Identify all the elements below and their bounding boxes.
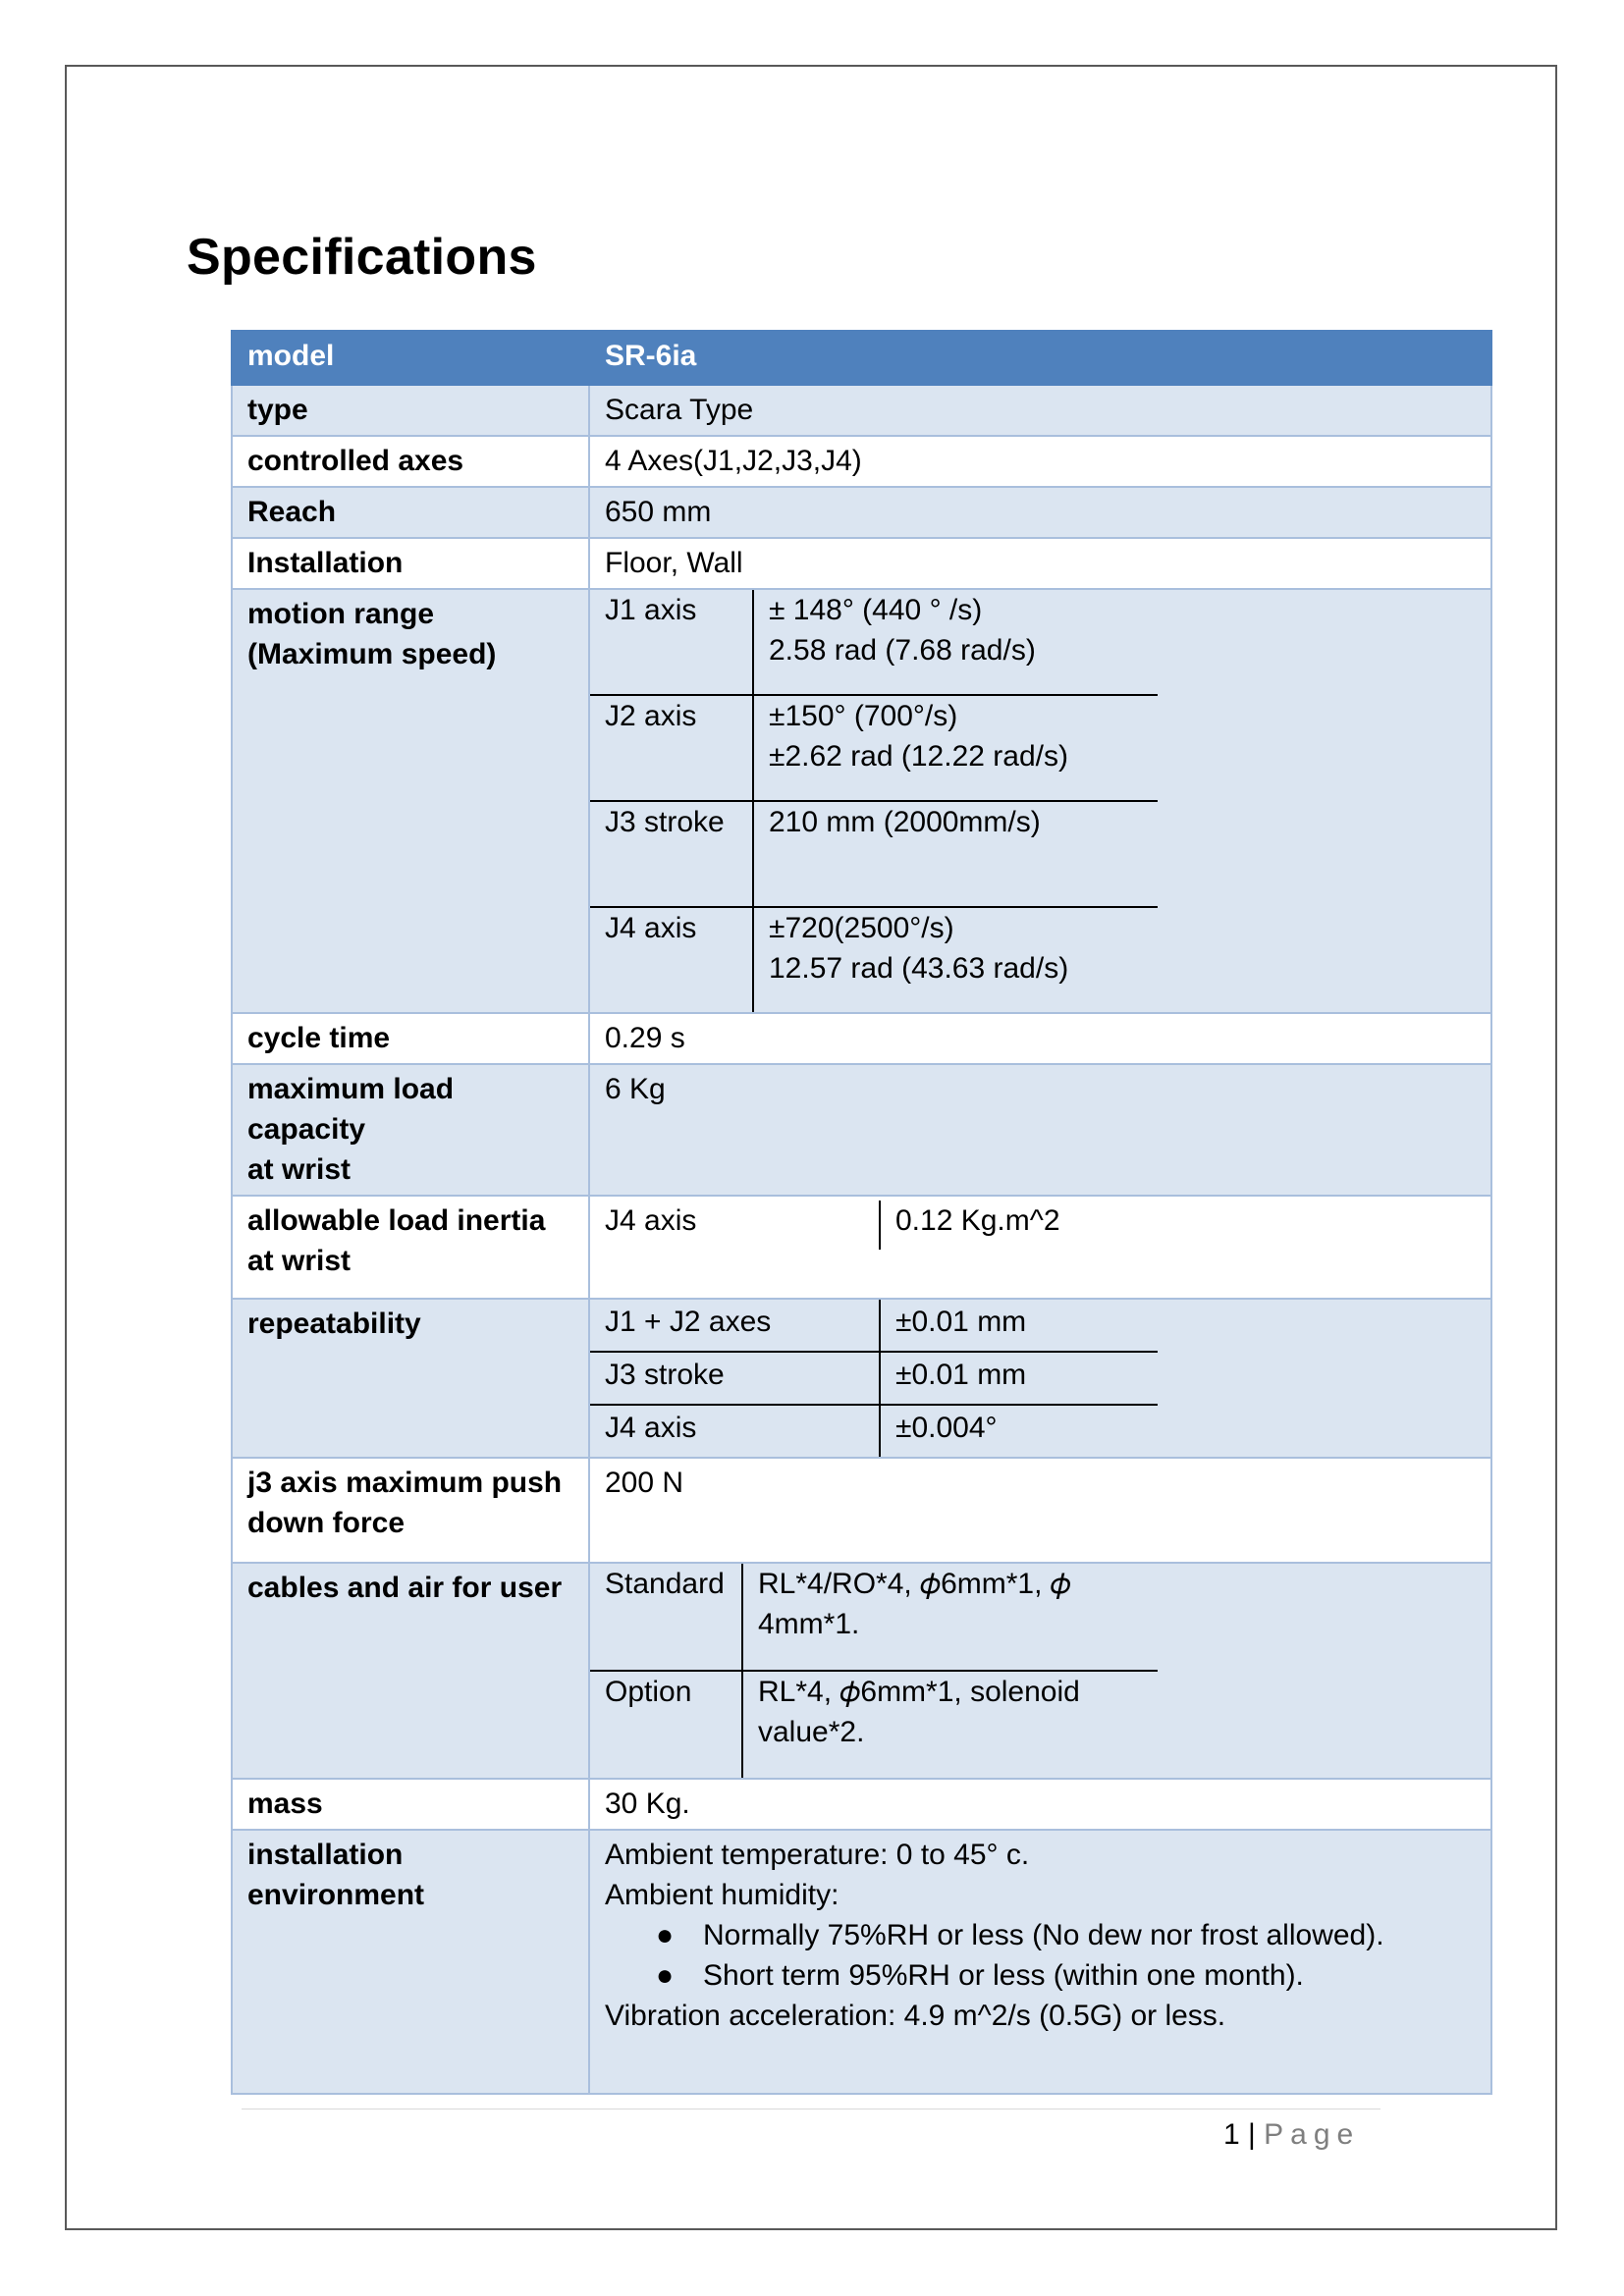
bullet-text: Short term 95%RH or less (within one month). bbox=[703, 1959, 1304, 1992]
table-header-row bbox=[232, 331, 1491, 385]
axis-name: J4 axis bbox=[590, 1405, 880, 1457]
axis-value bbox=[753, 590, 1158, 695]
row-motion-range bbox=[232, 589, 1491, 1013]
axis-value-line: 210 mm (2000mm/s) bbox=[769, 806, 1041, 838]
label-line: down force bbox=[247, 1507, 406, 1539]
motion-item bbox=[590, 907, 1158, 1012]
option-value-line: RL*4/RO*4, 𝜙6mm*1, 𝜙 bbox=[758, 1568, 1071, 1600]
axis-value-line: ±150° (700°/s) bbox=[769, 700, 958, 732]
row-label: mass bbox=[232, 1779, 589, 1830]
env-humidity: Ambient humidity: bbox=[605, 1879, 839, 1911]
inertia-item bbox=[590, 1201, 1624, 1250]
row-value bbox=[589, 1196, 1491, 1299]
row-label: cycle time bbox=[232, 1013, 589, 1064]
row-label: cables and air for user bbox=[232, 1563, 589, 1779]
axis-value: ±0.01 mm bbox=[880, 1300, 1158, 1352]
option-value bbox=[742, 1564, 1158, 1671]
row-label: Installation bbox=[232, 538, 589, 589]
option-value-line: RL*4, 𝜙6mm*1, solenoid bbox=[758, 1676, 1080, 1708]
option-value bbox=[742, 1671, 1158, 1778]
row-value bbox=[589, 1563, 1491, 1779]
axis-value bbox=[753, 801, 1158, 907]
page-word: Page bbox=[1264, 2118, 1361, 2151]
axis-value-line: ±2.62 rad (12.22 rad/s) bbox=[769, 740, 1068, 773]
row-label bbox=[232, 1830, 589, 2094]
row-load-inertia bbox=[232, 1196, 1491, 1299]
motion-item bbox=[590, 801, 1158, 907]
list-item bbox=[656, 1915, 1476, 1955]
row-repeatability bbox=[232, 1299, 1491, 1458]
label-line: allowable load inertia bbox=[247, 1204, 546, 1237]
env-vibration: Vibration acceleration: 4.9 m^2/s (0.5G) or less. bbox=[605, 2000, 1226, 2032]
header-value: SR-6ia bbox=[589, 331, 1491, 385]
row-value bbox=[589, 1299, 1491, 1458]
specifications-table bbox=[231, 330, 1492, 2095]
row-installation-environment bbox=[232, 1830, 1491, 2094]
bullet-icon: ● bbox=[656, 1959, 675, 1992]
option-value-line: 4mm*1. bbox=[758, 1608, 860, 1640]
row-label bbox=[232, 1458, 589, 1563]
label-line: environment bbox=[247, 1879, 425, 1911]
axis-value-line: ±720(2500°/s) bbox=[769, 912, 954, 944]
row-push-force bbox=[232, 1458, 1491, 1563]
page-number: 1 bbox=[1223, 2118, 1240, 2151]
row-value: 4 Axes(J1,J2,J3,J4) bbox=[589, 436, 1491, 487]
motion-item bbox=[590, 695, 1158, 801]
label-line: j3 axis maximum push bbox=[247, 1467, 563, 1499]
inertia-subtable bbox=[590, 1201, 1624, 1250]
label-line: at wrist bbox=[247, 1153, 352, 1186]
axis-value-line: 12.57 rad (43.63 rad/s) bbox=[769, 952, 1069, 985]
row-mass bbox=[232, 1779, 1491, 1830]
row-max-load bbox=[232, 1064, 1491, 1196]
list-item bbox=[656, 1955, 1476, 1996]
page-title: Specifications bbox=[187, 229, 537, 286]
bullet-text: Normally 75%RH or less (No dew nor frost allowed). bbox=[703, 1919, 1384, 1951]
bullet-icon: ● bbox=[656, 1919, 675, 1951]
row-label: Reach bbox=[232, 487, 589, 538]
axis-value bbox=[753, 695, 1158, 801]
row-value: Scara Type bbox=[589, 385, 1491, 436]
label-line: (Maximum speed) bbox=[247, 638, 497, 670]
row-type bbox=[232, 385, 1491, 436]
row-label bbox=[232, 1196, 589, 1299]
option-name: Standard bbox=[590, 1564, 742, 1671]
motion-range-subtable bbox=[590, 590, 1158, 1012]
label-line: installation bbox=[247, 1839, 404, 1871]
motion-item bbox=[590, 590, 1158, 695]
repeatability-item bbox=[590, 1352, 1158, 1405]
row-reach bbox=[232, 487, 1491, 538]
row-cycle-time bbox=[232, 1013, 1491, 1064]
option-value-line: value*2. bbox=[758, 1716, 865, 1748]
row-installation bbox=[232, 538, 1491, 589]
cables-item bbox=[590, 1564, 1158, 1671]
label-line: at wrist bbox=[247, 1245, 352, 1277]
axis-value: 0.12 Kg.m^2 bbox=[895, 1204, 1060, 1237]
header-label: model bbox=[232, 331, 589, 385]
row-value: 650 mm bbox=[589, 487, 1491, 538]
row-label: type bbox=[232, 385, 589, 436]
label-line: maximum load capacity bbox=[247, 1073, 455, 1146]
row-value bbox=[589, 589, 1491, 1013]
env-bullet-list bbox=[605, 1915, 1476, 1996]
row-cables bbox=[232, 1563, 1491, 1779]
footer-separator: | bbox=[1248, 2118, 1256, 2151]
row-value: 0.29 s bbox=[589, 1013, 1491, 1064]
repeatability-item bbox=[590, 1300, 1158, 1352]
axis-value: ±0.01 mm bbox=[880, 1352, 1158, 1405]
axis-name: J2 axis bbox=[590, 695, 753, 801]
row-label bbox=[232, 589, 589, 1013]
row-label: repeatability bbox=[232, 1299, 589, 1458]
row-controlled-axes bbox=[232, 436, 1491, 487]
cables-item bbox=[590, 1671, 1158, 1778]
axis-value: ±0.004° bbox=[895, 1412, 998, 1444]
cables-subtable bbox=[590, 1564, 1158, 1778]
axis-value-line: 2.58 rad (7.68 rad/s) bbox=[769, 634, 1036, 667]
row-value: 200 N bbox=[589, 1458, 1491, 1563]
row-value: 6 Kg bbox=[589, 1064, 1491, 1196]
row-label: controlled axes bbox=[232, 436, 589, 487]
axis-name: J1 axis bbox=[590, 590, 753, 695]
row-value bbox=[589, 1830, 1491, 2094]
axis-name: J1 + J2 axes bbox=[590, 1300, 880, 1352]
axis-name: J3 stroke bbox=[590, 1352, 880, 1405]
repeatability-item bbox=[590, 1405, 1158, 1457]
axis-value bbox=[753, 907, 1158, 1012]
option-name: Option bbox=[590, 1671, 742, 1778]
env-temperature: Ambient temperature: 0 to 45° c. bbox=[605, 1839, 1030, 1871]
axis-name: J4 axis bbox=[590, 1201, 880, 1250]
row-value: Floor, Wall bbox=[589, 538, 1491, 589]
repeatability-subtable bbox=[590, 1300, 1158, 1457]
page-footer bbox=[1223, 2118, 1360, 2152]
axis-value-line: ± 148° (440 ° /s) bbox=[769, 594, 983, 626]
row-value: 30 Kg. bbox=[589, 1779, 1491, 1830]
label-line: motion range bbox=[247, 598, 435, 630]
axis-name: J4 axis bbox=[590, 907, 753, 1012]
row-label bbox=[232, 1064, 589, 1196]
axis-name: J3 stroke bbox=[590, 801, 753, 907]
